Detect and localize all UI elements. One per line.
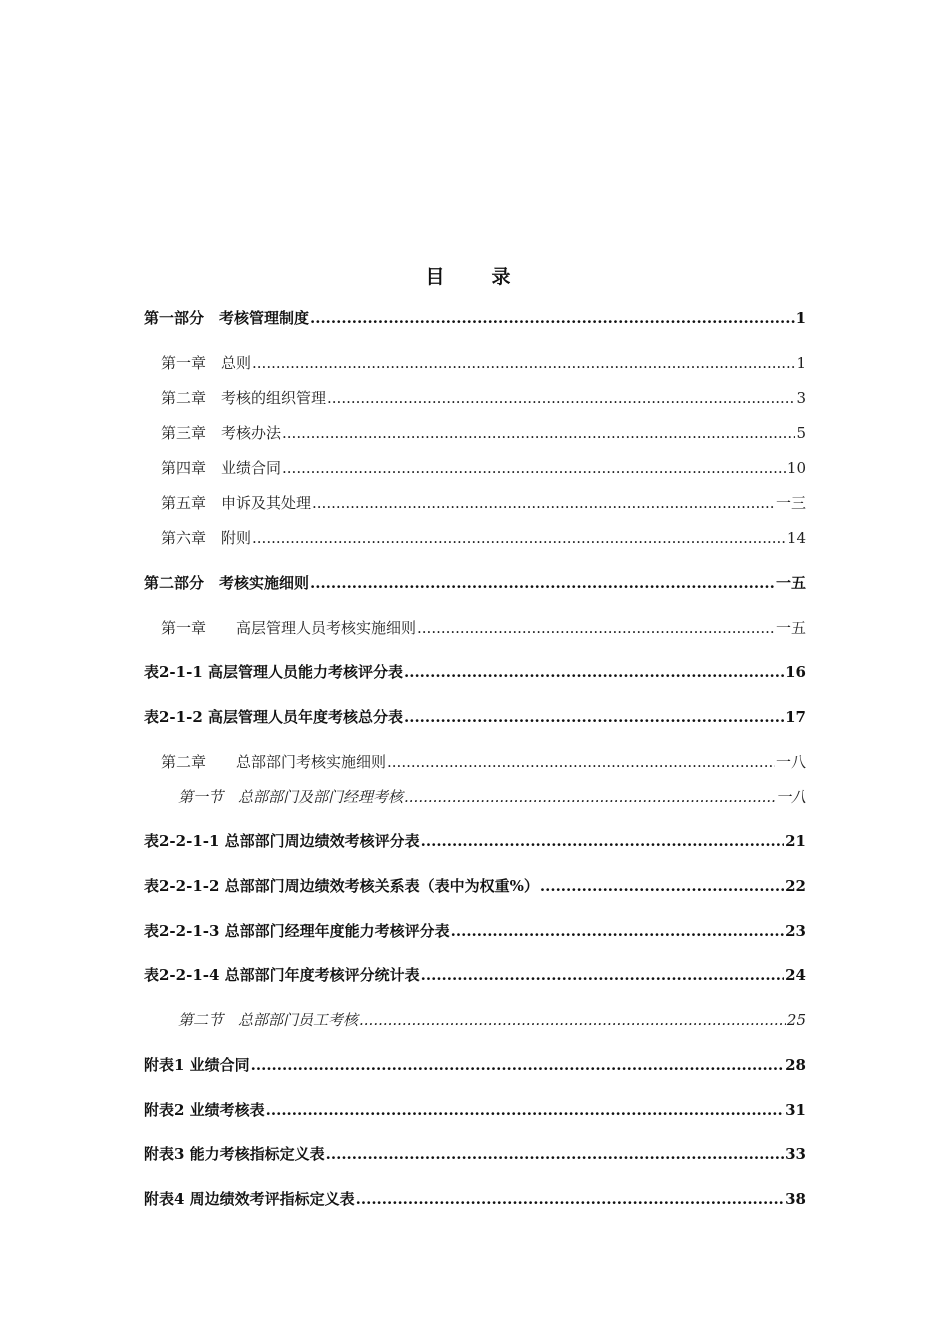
toc-page: 14 bbox=[786, 529, 806, 547]
leader-dots bbox=[421, 830, 784, 852]
toc-page: 1 bbox=[795, 309, 806, 327]
toc-entry-appendix-1[interactable] bbox=[144, 1054, 806, 1076]
toc-page: 10 bbox=[786, 459, 806, 477]
leader-dots bbox=[266, 1099, 784, 1121]
toc-entry-table-2-2-1-1[interactable] bbox=[144, 830, 806, 852]
toc-entry-appendix-4[interactable] bbox=[144, 1188, 806, 1210]
toc-entry-appendix-3[interactable] bbox=[144, 1143, 806, 1165]
leader-dots bbox=[282, 457, 786, 479]
toc-label: 第三章 考核办法 bbox=[161, 424, 282, 442]
toc-label: 附表3 能力考核指标定义表 bbox=[144, 1145, 325, 1163]
toc-entry-table-2-2-1-3[interactable] bbox=[144, 920, 806, 942]
toc-title: 目 录 bbox=[425, 266, 525, 288]
toc-entry-part2-chapter-2[interactable] bbox=[144, 751, 806, 773]
toc-page: 一八 bbox=[775, 753, 806, 771]
toc-entry-section-2[interactable] bbox=[144, 1009, 806, 1031]
toc-entry-table-2-2-1-2[interactable] bbox=[144, 875, 806, 897]
toc-label: 第四章 业绩合同 bbox=[161, 459, 282, 477]
toc-entry-chapter-3[interactable] bbox=[144, 422, 806, 444]
toc-entry-part-1[interactable] bbox=[144, 307, 806, 329]
toc-page: 一五 bbox=[775, 619, 806, 637]
toc-label: 第一节 总部部门及部门经理考核 bbox=[178, 788, 404, 806]
toc-entry-chapter-5[interactable] bbox=[144, 492, 806, 514]
leader-dots bbox=[252, 527, 786, 549]
leader-dots bbox=[404, 786, 775, 808]
toc-label: 第一章 高层管理人员考核实施细则 bbox=[161, 619, 417, 637]
toc-page: 21 bbox=[785, 832, 806, 850]
leader-dots bbox=[282, 422, 795, 444]
toc-page: 1 bbox=[796, 354, 806, 372]
toc-entry-chapter-2[interactable] bbox=[144, 387, 806, 409]
toc-page: 一三 bbox=[775, 494, 806, 512]
leader-dots bbox=[359, 1009, 786, 1031]
toc-page: 25 bbox=[786, 1011, 806, 1029]
toc-entry-part2-chapter-1[interactable] bbox=[144, 617, 806, 639]
toc-page: 17 bbox=[785, 708, 806, 726]
toc-page: 一五 bbox=[775, 574, 806, 592]
toc-entry-chapter-1[interactable] bbox=[144, 352, 806, 374]
toc-label: 表2-2-1-4 总部部门年度考核评分统计表 bbox=[144, 966, 420, 984]
toc-page: 28 bbox=[785, 1056, 806, 1074]
leader-dots bbox=[417, 617, 775, 639]
toc-page: 一八 bbox=[775, 788, 806, 806]
toc-entry-appendix-2[interactable] bbox=[144, 1099, 806, 1121]
toc-label: 表2-2-1-2 总部部门周边绩效考核关系表（表中为权重%） bbox=[144, 877, 539, 895]
leader-dots bbox=[421, 964, 784, 986]
toc-entry-table-2-1-1[interactable] bbox=[144, 661, 806, 683]
toc-label: 附表4 周边绩效考评指标定义表 bbox=[144, 1190, 355, 1208]
leader-dots bbox=[404, 706, 784, 728]
leader-dots bbox=[404, 661, 784, 683]
toc-entry-table-2-2-1-4[interactable] bbox=[144, 964, 806, 986]
toc-page: 33 bbox=[785, 1145, 806, 1163]
toc-label: 表2-1-2 高层管理人员年度考核总分表 bbox=[144, 708, 403, 726]
leader-dots bbox=[310, 307, 795, 329]
toc-label: 附表1 业绩合同 bbox=[144, 1056, 250, 1074]
leader-dots bbox=[326, 1143, 784, 1165]
leader-dots bbox=[540, 875, 784, 897]
toc-entry-table-2-1-2[interactable] bbox=[144, 706, 806, 728]
toc-page: 38 bbox=[785, 1190, 806, 1208]
leader-dots bbox=[387, 751, 775, 773]
leader-dots bbox=[252, 352, 795, 374]
leader-dots bbox=[251, 1054, 784, 1076]
toc-label: 表2-1-1 高层管理人员能力考核评分表 bbox=[144, 663, 403, 681]
toc-page: 16 bbox=[785, 663, 806, 681]
toc-page: 22 bbox=[785, 877, 806, 895]
toc-entry-section-1[interactable] bbox=[144, 786, 806, 808]
toc-entry-chapter-4[interactable] bbox=[144, 457, 806, 479]
toc-label: 第一章 总则 bbox=[161, 354, 252, 372]
toc-page: 24 bbox=[785, 966, 806, 984]
toc-label: 第二节 总部部门员工考核 bbox=[178, 1011, 359, 1029]
toc-label: 第六章 附则 bbox=[161, 529, 252, 547]
toc-label: 表2-2-1-3 总部部门经理年度能力考核评分表 bbox=[144, 922, 450, 940]
leader-dots bbox=[327, 387, 795, 409]
toc-entry-part-2[interactable] bbox=[144, 572, 806, 594]
leader-dots bbox=[356, 1188, 784, 1210]
toc-page: 23 bbox=[785, 922, 806, 940]
toc-label: 第五章 申诉及其处理 bbox=[161, 494, 312, 512]
leader-dots bbox=[451, 920, 784, 942]
toc-page: 31 bbox=[785, 1101, 806, 1119]
toc-label: 第二部分 考核实施细则 bbox=[144, 574, 310, 592]
leader-dots bbox=[310, 572, 775, 594]
toc-label: 第一部分 考核管理制度 bbox=[144, 309, 310, 327]
toc-label: 第二章 总部部门考核实施细则 bbox=[161, 753, 387, 771]
toc-entry-chapter-6[interactable] bbox=[144, 527, 806, 549]
toc-page: 5 bbox=[796, 424, 806, 442]
toc-label: 第二章 考核的组织管理 bbox=[161, 389, 327, 407]
leader-dots bbox=[312, 492, 775, 514]
toc-label: 表2-2-1-1 总部部门周边绩效考核评分表 bbox=[144, 832, 420, 850]
toc-page: 3 bbox=[796, 389, 806, 407]
toc-label: 附表2 业绩考核表 bbox=[144, 1101, 265, 1119]
